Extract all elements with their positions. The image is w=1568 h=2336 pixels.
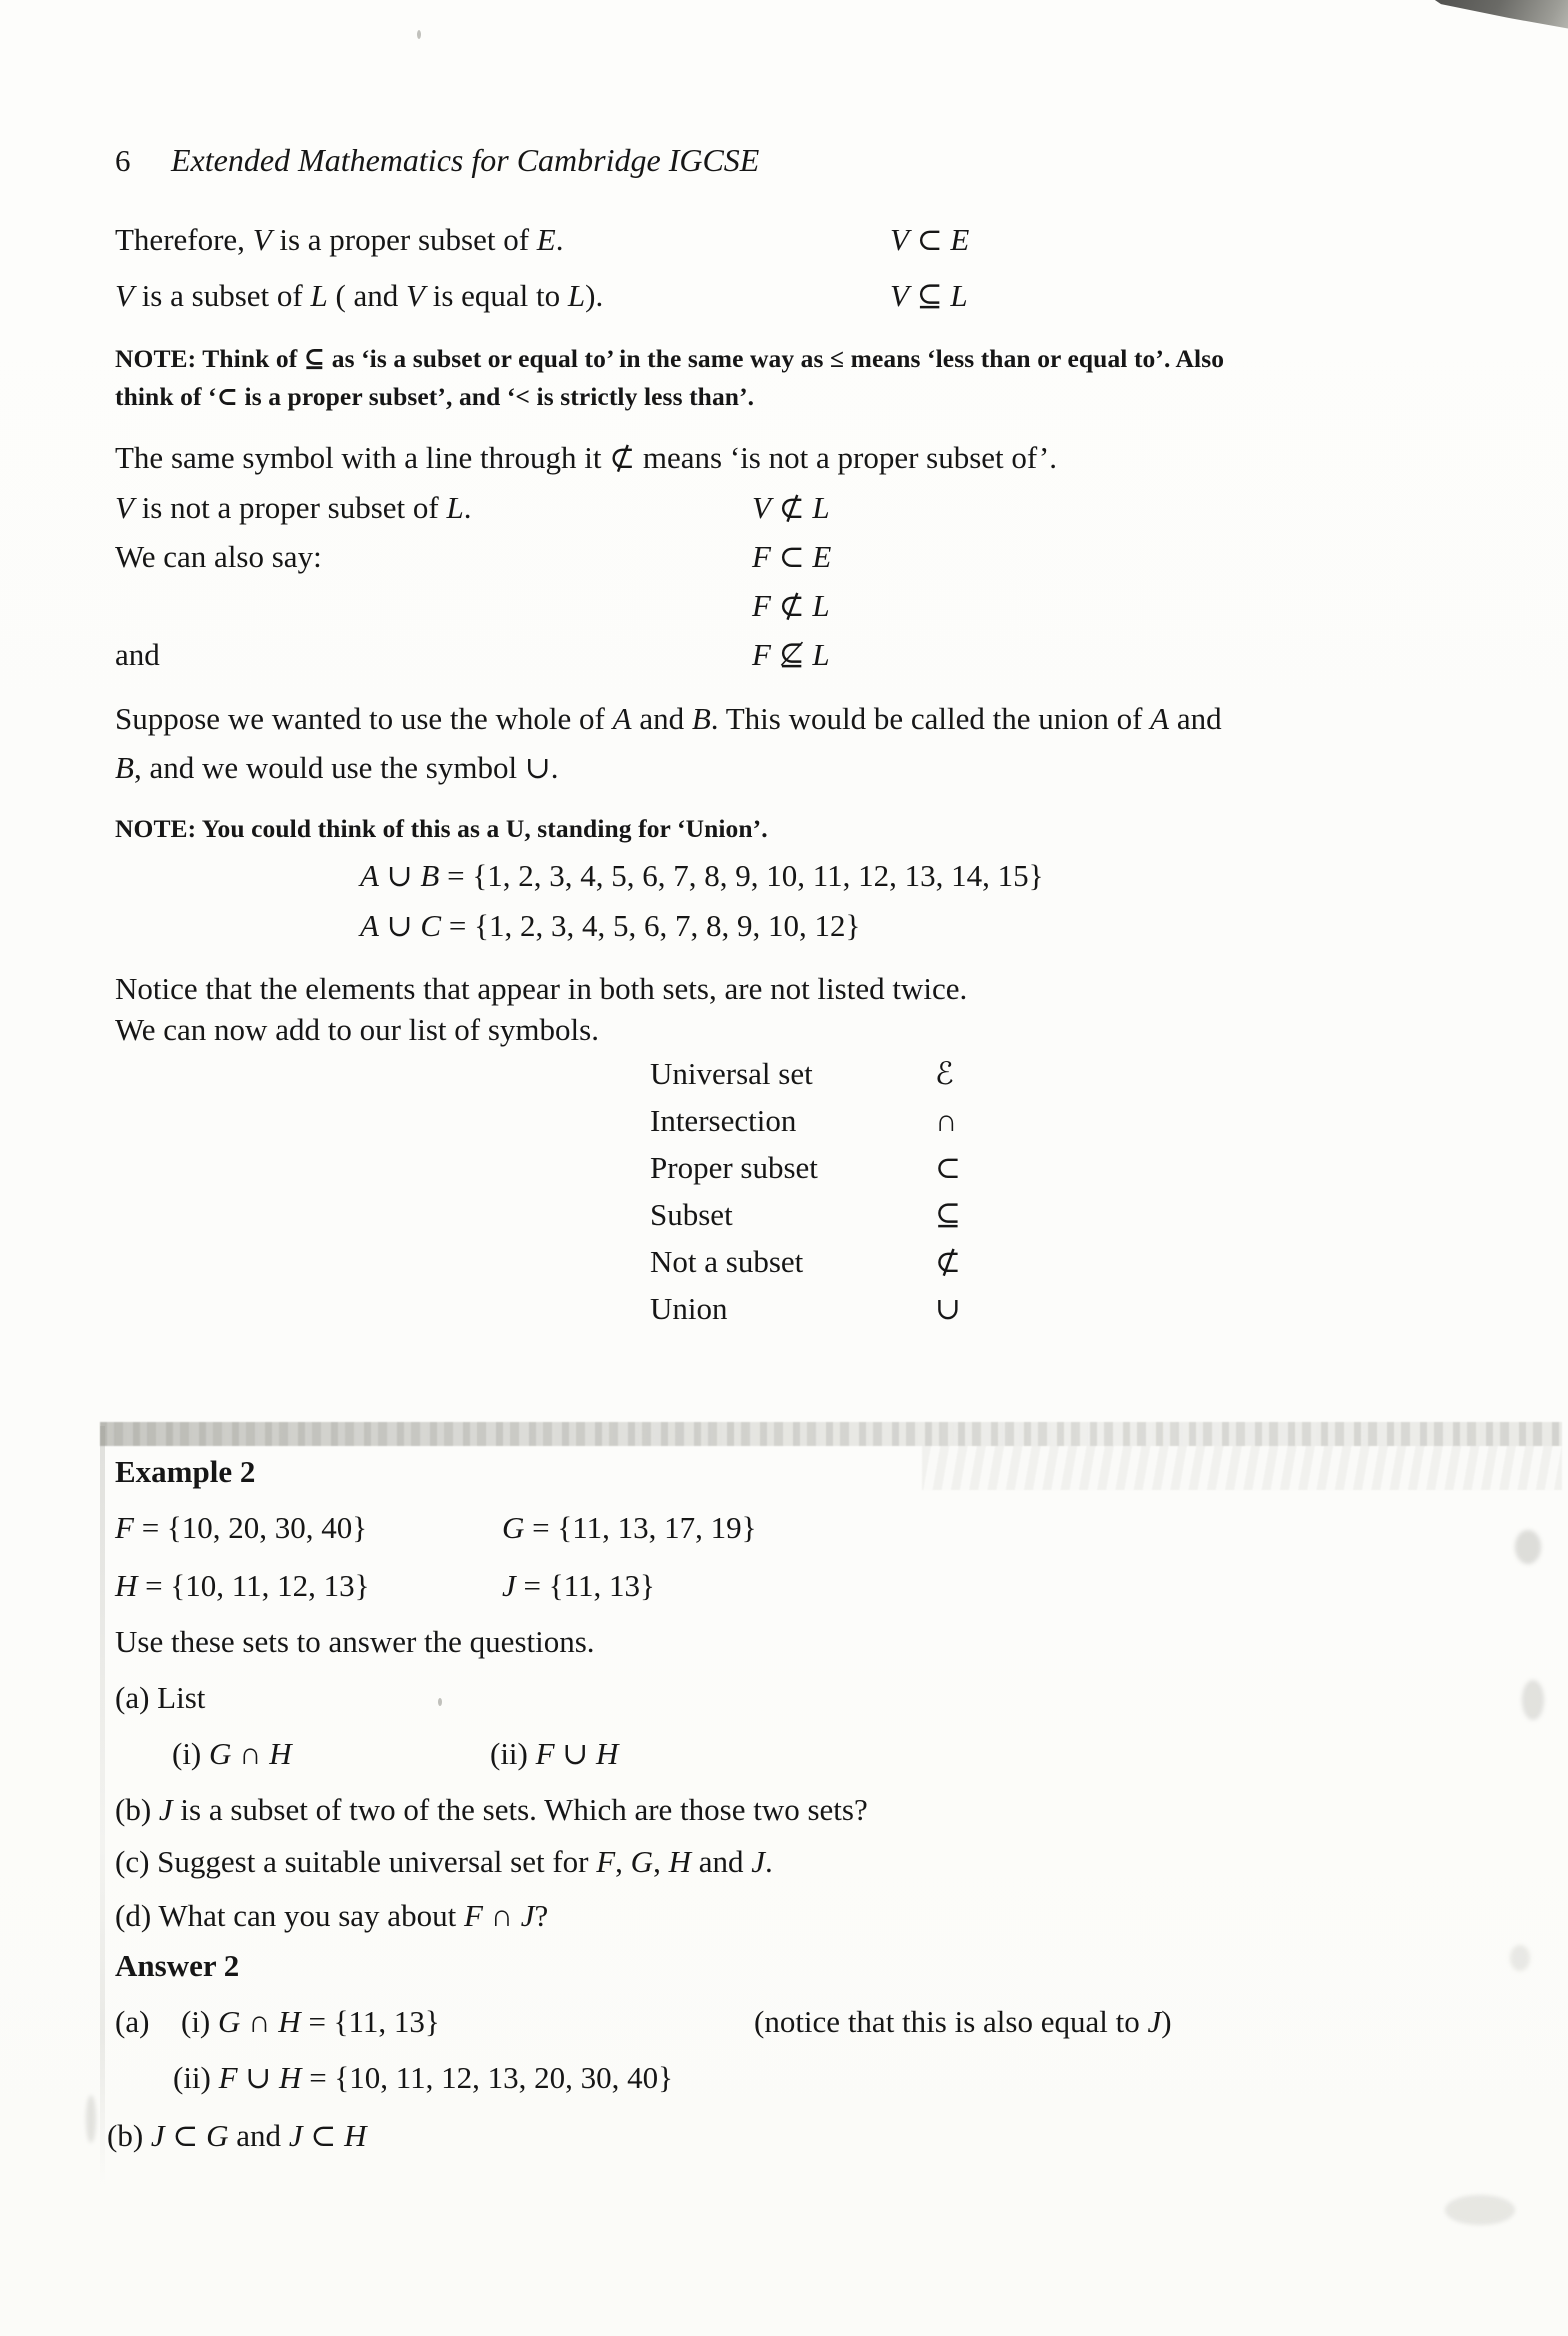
symbol-list bbox=[650, 1056, 1518, 1338]
union-line: A ∪ B = {1, 2, 3, 4, 5, 6, 7, 8, 9, 10, 11, 12, 13, 14, 15} bbox=[360, 858, 1044, 893]
statement-row bbox=[115, 278, 1518, 334]
paragraph-line: Suppose we wanted to use the whole of A and B. This would be called the union of A and bbox=[115, 701, 1222, 736]
union-line: A ∪ C = {1, 2, 3, 4, 5, 6, 7, 8, 9, 10, 12} bbox=[360, 908, 861, 943]
answer-a-label: (a) bbox=[115, 2004, 150, 2039]
answer-2-section bbox=[107, 1948, 1518, 2154]
question-a-ii: (ii) F ∪ H bbox=[490, 1736, 619, 1771]
set-definition: G = {11, 13, 17, 19} bbox=[502, 1510, 757, 1545]
scan-speck bbox=[438, 1698, 442, 1706]
paragraph-line: B, and we would use the symbol ∪. bbox=[115, 750, 559, 785]
statement-text: We can also say: bbox=[115, 539, 322, 574]
union-paragraph bbox=[115, 694, 1518, 792]
note-line: NOTE: You could think of this as a U, standing for ‘Union’. bbox=[115, 814, 768, 843]
question-a-i: (i) G ∩ H bbox=[172, 1736, 292, 1771]
paragraph-line: The same symbol with a line through it ⊄ means ‘is not a proper subset of’. bbox=[115, 440, 1058, 475]
example-box-mottling bbox=[922, 1446, 1562, 1490]
statement-row bbox=[115, 490, 1518, 539]
scan-smudge bbox=[86, 2095, 96, 2143]
symbol-label: Union bbox=[650, 1291, 728, 1326]
statement-text: V is not a proper subset of L. bbox=[115, 490, 472, 525]
subset-symbol: ⊆ bbox=[935, 1197, 961, 1232]
note-line: NOTE: Think of ⊆ as ‘is a subset or equal to’ in the same way as ≤ means ‘less than or equal to’. Also bbox=[115, 344, 1225, 373]
note-union bbox=[115, 810, 1518, 848]
statement-notation: F ⊄ L bbox=[752, 588, 830, 623]
book-title: Extended Mathematics for Cambridge IGCSE bbox=[171, 142, 760, 178]
statement-row bbox=[115, 539, 1518, 588]
statement-text: and bbox=[115, 637, 160, 672]
answer-a-i-row bbox=[115, 2004, 1518, 2060]
symbol-label: Proper subset bbox=[650, 1150, 818, 1185]
symbol-row bbox=[650, 1150, 1518, 1197]
statement-text: V is a subset of L ( and V is equal to L). bbox=[115, 278, 604, 313]
scan-smudge bbox=[1445, 2195, 1515, 2225]
set-definition: H = {10, 11, 12, 13} bbox=[115, 1568, 370, 1603]
note-subset-vs-proper bbox=[115, 340, 1518, 416]
set-definition: F = {10, 20, 30, 40} bbox=[115, 1510, 368, 1545]
example-box-left-edge bbox=[100, 1426, 105, 2186]
proper-subset-symbol: ⊂ bbox=[935, 1150, 961, 1185]
example-box-shaded-band bbox=[100, 1422, 1562, 1446]
statement-notation: F ⊂ E bbox=[752, 539, 832, 574]
question-a-subitems bbox=[172, 1736, 618, 1772]
union-symbol: ∪ bbox=[935, 1291, 961, 1326]
notice-paragraph bbox=[115, 968, 1518, 1050]
also-say-statements bbox=[115, 490, 1518, 686]
answer-title: Answer 2 bbox=[115, 1948, 240, 1983]
intersection-symbol: ∩ bbox=[935, 1103, 958, 1138]
symbol-row bbox=[650, 1103, 1518, 1150]
paragraph-line: We can now add to our list of symbols. bbox=[115, 1012, 599, 1047]
scan-speck bbox=[417, 30, 421, 39]
statement-notation: V ⊂ E bbox=[890, 222, 970, 257]
example-title: Example 2 bbox=[115, 1454, 256, 1489]
symbol-row bbox=[650, 1291, 1518, 1338]
question-a: (a) List bbox=[115, 1680, 206, 1715]
question-b: (b) J is a subset of two of the sets. Which are those two sets? bbox=[115, 1792, 868, 1827]
symbol-row bbox=[650, 1197, 1518, 1244]
answer-a-i-note: (notice that this is also equal to J) bbox=[754, 2004, 1172, 2039]
question-d: (d) What can you say about F ∩ J? bbox=[115, 1898, 549, 1933]
set-definition: J = {11, 13} bbox=[502, 1568, 655, 1603]
symbol-label: Intersection bbox=[650, 1103, 797, 1138]
not-a-subset-symbol: ⊄ bbox=[935, 1244, 961, 1279]
scan-shadow-artifact bbox=[1426, 0, 1568, 40]
union-examples bbox=[115, 858, 1518, 958]
example-set-row bbox=[115, 1568, 655, 1604]
statement-notation: F ⊈ L bbox=[752, 637, 830, 672]
example-intro: Use these sets to answer the questions. bbox=[115, 1624, 595, 1659]
symbol-label: Not a subset bbox=[650, 1244, 804, 1279]
statement-row bbox=[115, 222, 1518, 278]
statement-row bbox=[115, 588, 1518, 637]
answer-b-row bbox=[107, 2118, 1518, 2154]
answer-a-i: (i) G ∩ H = {11, 13} bbox=[181, 2004, 440, 2039]
page-number: 6 bbox=[115, 143, 131, 178]
statement-text: Therefore, V is a proper subset of E. bbox=[115, 222, 564, 257]
statement-notation: V ⊆ L bbox=[890, 278, 968, 313]
symbol-label: Subset bbox=[650, 1197, 733, 1232]
statement-notation: V ⊄ L bbox=[752, 490, 830, 525]
scan-smudge bbox=[1522, 1680, 1544, 1720]
scan-smudge bbox=[1510, 1945, 1530, 1971]
answer-a-ii: (ii) F ∪ H = {10, 11, 12, 13, 20, 30, 40} bbox=[173, 2060, 674, 2095]
symbol-row bbox=[650, 1056, 1518, 1103]
universal-set-symbol: ℰ bbox=[935, 1056, 954, 1091]
symbol-label: Universal set bbox=[650, 1056, 813, 1091]
statement-row bbox=[115, 637, 1518, 686]
symbol-row bbox=[650, 1244, 1518, 1291]
note-line: think of ‘⊂ is a proper subset’, and ‘< is strictly less than’. bbox=[115, 382, 755, 411]
not-proper-subset-paragraph bbox=[115, 440, 1518, 476]
question-c: (c) Suggest a suitable universal set for F, G, H and J. bbox=[115, 1844, 773, 1879]
example-set-row bbox=[115, 1510, 756, 1546]
subset-statements bbox=[115, 222, 1518, 334]
page-header bbox=[115, 142, 1518, 179]
scan-smudge bbox=[1515, 1530, 1541, 1564]
answer-b: (b) J ⊂ G and J ⊂ H bbox=[107, 2118, 367, 2153]
paragraph-line: Notice that the elements that appear in both sets, are not listed twice. bbox=[115, 971, 968, 1006]
answer-a-ii-row bbox=[115, 2060, 1518, 2118]
